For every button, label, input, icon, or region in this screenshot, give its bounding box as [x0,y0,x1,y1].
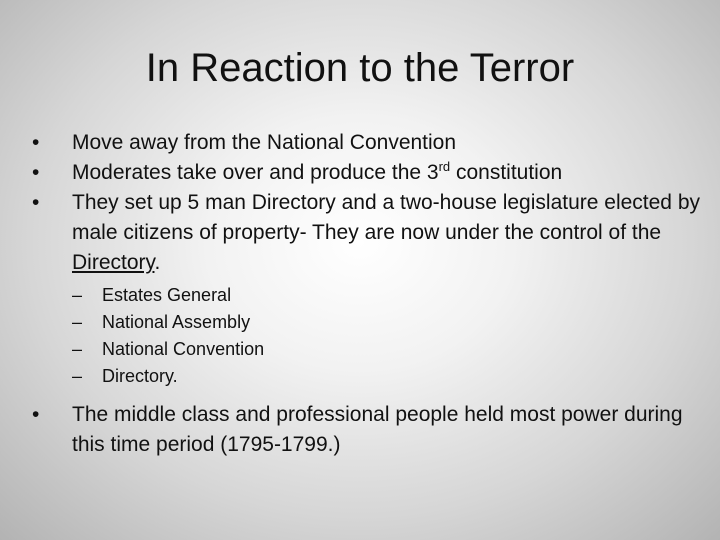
bullet-item [30,188,700,278]
bullet-text: Moderates take over and produce the 3 [72,161,439,184]
sub-item [30,282,700,309]
sub-item [30,309,700,336]
bullet-text: They set up 5 man Directory and a two-house legislature elected by male citizens of property- They are now under the control of the [72,191,701,244]
underlined-term: Directory [72,251,155,274]
slide-body [30,128,700,460]
bullet-marker: • [32,131,40,154]
bullet-text-tail: constitution [450,161,563,184]
slide-title: In Reaction to the Terror [145,46,575,90]
bullet-marker: • [32,191,40,214]
dash-marker: – [72,285,83,305]
sub-item [30,363,700,390]
dash-marker: – [72,339,83,359]
sub-item-text: National Convention [102,339,265,359]
bullet-item [30,400,700,460]
sub-item [30,336,700,363]
bullet-item [30,158,700,188]
sub-item-text: National Assembly [102,312,251,332]
bullet-text: The middle class and professional people held most power during this time period (1795-1799.) [72,403,683,456]
bullet-text: Move away from the National Convention [72,131,457,154]
bullet-text-end: . [154,251,161,274]
dash-marker: – [72,312,83,332]
bullet-item [30,128,700,158]
dash-marker: – [72,366,83,386]
bullet-marker: • [32,161,40,184]
sub-item-text: Estates General [102,285,232,305]
sub-item-text: Directory. [102,366,178,386]
superscript-text: rd [438,159,451,174]
sub-list [30,282,700,390]
bullet-marker: • [32,403,40,426]
